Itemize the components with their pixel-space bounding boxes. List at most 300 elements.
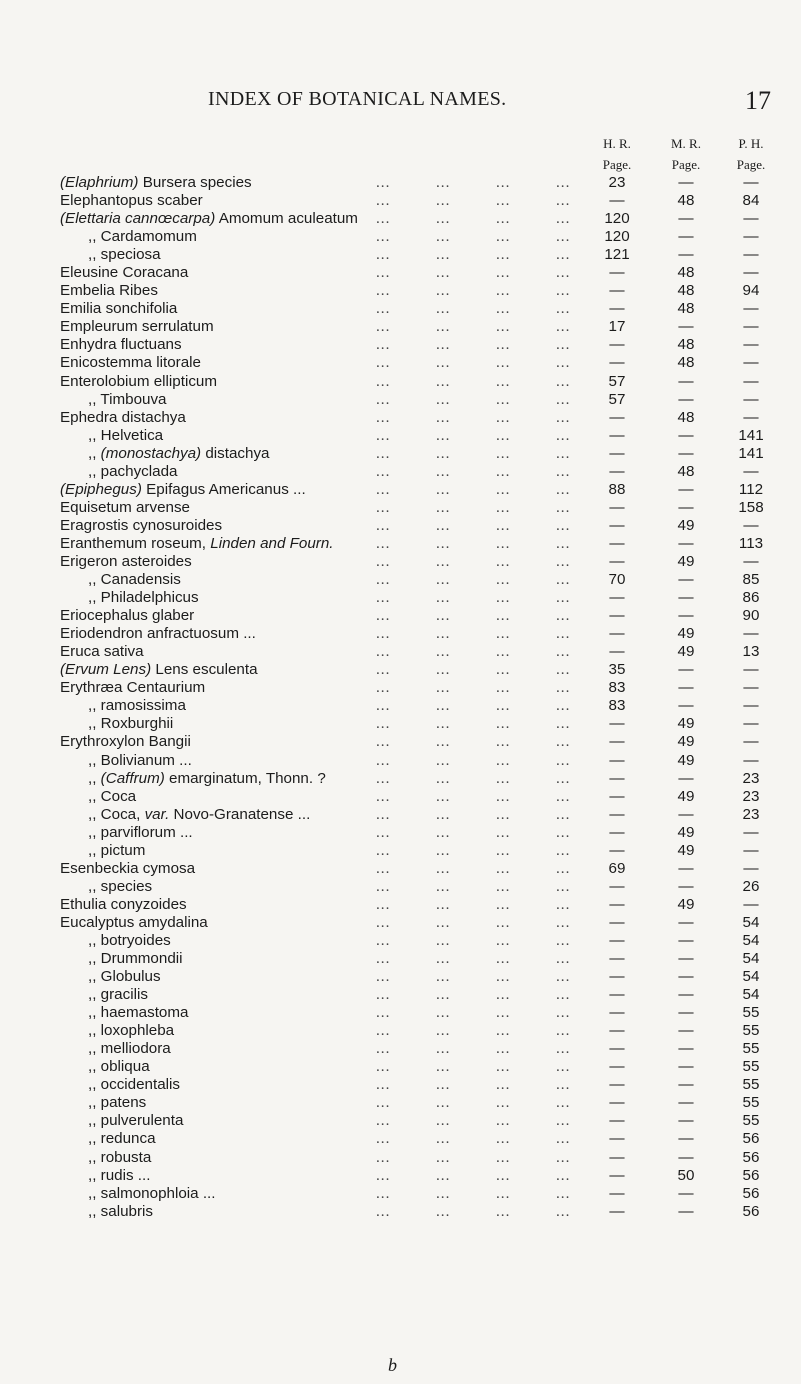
entry-name: Eucalyptus amydalina: [60, 913, 208, 931]
page-ph: 55: [742, 1112, 760, 1130]
index-entry: [0, 1076, 801, 1094]
index-entry: [0, 282, 801, 300]
page-hr: —: [609, 643, 625, 661]
page-mr: —: [678, 498, 694, 516]
page-ph: 54: [742, 950, 760, 968]
page-hr: —: [609, 931, 625, 949]
page-header: [0, 88, 801, 118]
column-headers: [0, 136, 801, 176]
dot-leader: ... ... ... ...: [376, 246, 571, 264]
page-ph: —: [743, 625, 759, 643]
index-entry: [0, 174, 801, 192]
dot-leader: ... ... ... ...: [376, 986, 571, 1004]
page-mr: —: [678, 913, 694, 931]
entry-name: ,, Drummondii: [88, 950, 183, 968]
index-entry: [0, 391, 801, 409]
entry-name-italic: var.: [144, 805, 170, 823]
page-mr: —: [678, 679, 694, 697]
index-entry: [0, 535, 801, 553]
index-entry: [0, 228, 801, 246]
index-entry: [0, 661, 801, 679]
page-hr: —: [609, 1004, 625, 1022]
page-mr: —: [678, 950, 694, 968]
page-hr: —: [609, 1076, 625, 1094]
index-entry: [0, 914, 801, 932]
page-title: INDEX OF BOTANICAL NAMES.: [208, 88, 507, 110]
page-ph: 56: [742, 1130, 760, 1148]
dot-leader: ... ... ... ...: [376, 697, 571, 715]
index-entry: [0, 932, 801, 950]
entry-name: ,, obliqua: [88, 1058, 150, 1076]
entry-name: Elephantopus scaber: [60, 192, 203, 210]
page-ph: —: [743, 174, 759, 191]
page-mr: —: [678, 444, 694, 462]
page-mr: 49: [677, 787, 695, 805]
entry-name: ,, Timbouva: [88, 390, 167, 408]
entry-name: ,, salubris: [88, 1202, 153, 1220]
entry-name-italic: (Elettaria cannœcarpa): [60, 210, 216, 228]
entry-name: Erigeron asteroides: [60, 552, 192, 570]
page-ph: —: [743, 661, 759, 679]
page-ph: —: [743, 336, 759, 354]
page-ph: —: [743, 462, 759, 480]
page-mr: 48: [677, 264, 695, 282]
dot-leader: ... ... ... ...: [376, 787, 571, 805]
page-hr: 69: [608, 859, 626, 877]
dot-leader: ... ... ... ...: [376, 968, 571, 986]
page-hr: —: [609, 895, 625, 913]
page-ph: —: [743, 823, 759, 841]
page-ph: —: [743, 841, 759, 859]
dot-leader: ... ... ... ...: [376, 715, 571, 733]
dot-leader: ... ... ... ...: [376, 859, 571, 877]
dot-leader: ... ... ... ...: [376, 751, 571, 769]
page-hr: —: [609, 715, 625, 733]
page-ph: —: [743, 751, 759, 769]
entry-name-italic: (Caffrum): [100, 769, 165, 787]
page-ph: —: [743, 264, 759, 282]
entry-name: Eruca sativa: [60, 643, 144, 661]
entry-name-prefix: ,,: [88, 444, 101, 462]
index-entry: [0, 752, 801, 770]
index-entry: [0, 1185, 801, 1203]
dot-leader: ... ... ... ...: [376, 607, 571, 625]
index-entry: [0, 878, 801, 896]
entry-name-prefix: ,, Coca,: [88, 805, 145, 823]
page-mr: 49: [677, 733, 695, 751]
index-entry: [0, 986, 801, 1004]
entry-name: Erythroxylon Bangii: [60, 733, 191, 751]
page-mr: 49: [677, 643, 695, 661]
page-hr: —: [609, 192, 625, 210]
entry-name: Equisetum arvense: [60, 498, 191, 516]
dot-leader: ... ... ... ...: [376, 282, 571, 300]
index-entry: [0, 788, 801, 806]
page-hr: —: [609, 408, 625, 426]
dot-leader: ... ... ... ...: [376, 1058, 571, 1076]
entry-name: ,, haemastoma: [88, 1004, 189, 1022]
page-hr: —: [609, 589, 625, 607]
entry-name: ,, pictum: [88, 841, 146, 859]
index-entry: [0, 210, 801, 228]
page-mr: 50: [677, 1166, 695, 1184]
page-mr: —: [678, 859, 694, 877]
index-entry: [0, 1149, 801, 1167]
page-mr: 49: [677, 895, 695, 913]
page-hr: —: [609, 769, 625, 787]
index-entry: [0, 409, 801, 427]
dot-leader: ... ... ... ...: [376, 913, 571, 931]
page-hr: 35: [608, 661, 626, 679]
page-ph: —: [743, 354, 759, 372]
dot-leader: ... ... ... ...: [376, 931, 571, 949]
page-hr: —: [609, 1130, 625, 1148]
page-hr: —: [609, 534, 625, 552]
index-entry: [0, 1203, 801, 1221]
page-ph: —: [743, 552, 759, 570]
page-hr: —: [609, 426, 625, 444]
index-entry: [0, 481, 801, 499]
entry-name: ,, gracilis: [88, 986, 148, 1004]
index-entries: [0, 174, 801, 1221]
page-ph: 90: [742, 607, 760, 625]
page-mr: 48: [677, 300, 695, 318]
dot-leader: ... ... ... ...: [376, 823, 571, 841]
page-mr: 49: [677, 516, 695, 534]
column-header-hr: H. R.: [603, 136, 631, 151]
page-hr: —: [609, 841, 625, 859]
page-mr: —: [678, 1184, 694, 1202]
dot-leader: ... ... ... ...: [376, 589, 571, 607]
entry-name: ,, Globulus: [88, 968, 161, 986]
entry-name: Enterolobium ellipticum: [60, 372, 218, 390]
page-mr: —: [678, 589, 694, 607]
page-mr: —: [678, 1004, 694, 1022]
dot-leader: ... ... ... ...: [376, 1112, 571, 1130]
dot-leader: ... ... ... ...: [376, 733, 571, 751]
page-mr: —: [678, 877, 694, 895]
dot-leader: ... ... ... ...: [376, 1022, 571, 1040]
page-ph: —: [743, 733, 759, 751]
dot-leader: ... ... ... ...: [376, 1094, 571, 1112]
page-hr: —: [609, 444, 625, 462]
entry-name-prefix: Eranthemum roseum,: [60, 534, 211, 552]
dot-leader: ... ... ... ...: [376, 174, 571, 191]
index-entry: [0, 697, 801, 715]
index-entry: [0, 950, 801, 968]
index-entry: [0, 1167, 801, 1185]
column-subheader-mr: Page.: [671, 157, 701, 172]
index-entry: [0, 463, 801, 481]
page-ph: 56: [742, 1166, 760, 1184]
index-entry: [0, 445, 801, 463]
page-ph: —: [743, 679, 759, 697]
page-mr: —: [678, 1022, 694, 1040]
page-hr: —: [609, 1058, 625, 1076]
dot-leader: ... ... ... ...: [376, 661, 571, 679]
entry-name: Eriodendron anfractuosum ...: [60, 625, 256, 643]
entry-name: ,, Coca: [88, 787, 137, 805]
dot-leader: ... ... ... ...: [376, 841, 571, 859]
entry-name: ,, loxophleba: [88, 1022, 175, 1040]
index-entry: [0, 679, 801, 697]
page-ph: 23: [742, 769, 760, 787]
page-hr: —: [609, 1022, 625, 1040]
dot-leader: ... ... ... ...: [376, 805, 571, 823]
page-hr: —: [609, 282, 625, 300]
page-mr: —: [678, 931, 694, 949]
page-ph: 113: [738, 534, 764, 552]
entry-name: Eleusine Coracana: [60, 264, 189, 282]
page-ph: —: [743, 390, 759, 408]
page-ph: —: [743, 859, 759, 877]
index-entry: [0, 571, 801, 589]
page-hr: —: [609, 462, 625, 480]
page-mr: 48: [677, 192, 695, 210]
page-ph: 112: [738, 480, 764, 498]
page-ph: —: [743, 715, 759, 733]
page-ph: —: [743, 895, 759, 913]
dot-leader: ... ... ... ...: [376, 318, 571, 336]
index-entry: [0, 300, 801, 318]
dot-leader: ... ... ... ...: [376, 1130, 571, 1148]
page-hr: —: [609, 751, 625, 769]
page-mr: 49: [677, 823, 695, 841]
index-entry: [0, 625, 801, 643]
page-ph: 54: [742, 968, 760, 986]
entry-name: ,, ramosissima: [88, 697, 186, 715]
page-hr: —: [609, 264, 625, 282]
page-ph: 54: [742, 913, 760, 931]
index-entry: [0, 607, 801, 625]
index-entry: [0, 715, 801, 733]
dot-leader: ... ... ... ...: [376, 516, 571, 534]
dot-leader: ... ... ... ...: [376, 210, 571, 228]
entry-name: ,, Bolivianum ...: [88, 751, 192, 769]
entry-name-rest: Amomum aculeatum: [215, 210, 358, 228]
page-hr: —: [609, 1040, 625, 1058]
page-hr: —: [609, 1184, 625, 1202]
entry-name: ,, patens: [88, 1094, 147, 1112]
page-hr: 57: [608, 372, 626, 390]
dot-leader: ... ... ... ...: [376, 1076, 571, 1094]
page-hr: —: [609, 516, 625, 534]
entry-name-rest: Bursera species: [138, 174, 252, 191]
page-mr: —: [678, 1094, 694, 1112]
page-ph: 55: [742, 1076, 760, 1094]
page-hr: —: [609, 1112, 625, 1130]
entry-name: Eriocephalus glaber: [60, 607, 195, 625]
dot-leader: ... ... ... ...: [376, 1040, 571, 1058]
page-hr: —: [609, 336, 625, 354]
page-mr: 49: [677, 552, 695, 570]
entry-name: ,, parviflorum ...: [88, 823, 193, 841]
page-mr: —: [678, 968, 694, 986]
page-mr: 48: [677, 408, 695, 426]
page-hr: —: [609, 1094, 625, 1112]
page-hr: —: [609, 877, 625, 895]
entry-name: Eragrostis cynosuroides: [60, 516, 223, 534]
dot-leader: ... ... ... ...: [376, 643, 571, 661]
page-mr: —: [678, 607, 694, 625]
index-entry: [0, 1004, 801, 1022]
page-mr: —: [678, 426, 694, 444]
column-header-mr: M. R.: [671, 136, 701, 151]
page-ph: —: [743, 246, 759, 264]
dot-leader: ... ... ... ...: [376, 480, 571, 498]
index-entry: [0, 589, 801, 607]
page-mr: —: [678, 1076, 694, 1094]
entry-name: ,, botryoides: [88, 931, 171, 949]
page-hr: 120: [604, 210, 630, 228]
entry-name-italic: (Elaphrium): [60, 174, 139, 191]
column-header-ph: P. H.: [738, 136, 764, 151]
entry-name-italic: (Epiphegus): [60, 480, 142, 498]
dot-leader: ... ... ... ...: [376, 1184, 571, 1202]
entry-name: Emilia sonchifolia: [60, 300, 178, 318]
index-entry: [0, 499, 801, 517]
page-mr: 48: [677, 282, 695, 300]
column-subheader-hr: Page.: [602, 157, 632, 172]
entry-name-rest: Lens esculenta: [151, 661, 258, 679]
entry-name: ,, species: [88, 877, 153, 895]
index-entry: [0, 842, 801, 860]
page-hr: 83: [608, 697, 626, 715]
index-entry: [0, 1130, 801, 1148]
page-hr: —: [609, 733, 625, 751]
page-ph: 54: [742, 986, 760, 1004]
index-entry: [0, 553, 801, 571]
dot-leader: ... ... ... ...: [376, 679, 571, 697]
index-entry: [0, 733, 801, 751]
page-ph: 56: [742, 1202, 760, 1220]
dot-leader: ... ... ... ...: [376, 462, 571, 480]
dot-leader: ... ... ... ...: [376, 877, 571, 895]
page-mr: —: [678, 210, 694, 228]
entry-name: ,, melliodora: [88, 1040, 171, 1058]
dot-leader: ... ... ... ...: [376, 625, 571, 643]
index-entry: [0, 373, 801, 391]
entry-name: Enhydra fluctuans: [60, 336, 182, 354]
page-hr: 57: [608, 390, 626, 408]
entry-name-italic: Linden and Fourn.: [210, 534, 334, 552]
dot-leader: ... ... ... ...: [376, 390, 571, 408]
dot-leader: ... ... ... ...: [376, 372, 571, 390]
page-ph: 55: [742, 1040, 760, 1058]
index-entry: [0, 643, 801, 661]
entry-name: ,, Canadensis: [88, 571, 181, 589]
page-hr: 121: [604, 246, 630, 264]
page-ph: —: [743, 408, 759, 426]
entry-name: ,, pachyclada: [88, 462, 178, 480]
dot-leader: ... ... ... ...: [376, 1004, 571, 1022]
index-entry: [0, 246, 801, 264]
page-ph: 55: [742, 1094, 760, 1112]
page-ph: 55: [742, 1022, 760, 1040]
dot-leader: ... ... ... ...: [376, 571, 571, 589]
page-hr: —: [609, 823, 625, 841]
entry-name-rest: Epifagus Americanus ...: [141, 480, 306, 498]
dot-leader: ... ... ... ...: [376, 336, 571, 354]
page-ph: 54: [742, 931, 760, 949]
page-hr: —: [609, 787, 625, 805]
page-ph: —: [743, 697, 759, 715]
entry-name-prefix: ,,: [88, 769, 101, 787]
dot-leader: ... ... ... ...: [376, 354, 571, 372]
dot-leader: ... ... ... ...: [376, 552, 571, 570]
page-ph: 23: [742, 787, 760, 805]
entry-name: Erythræa Centaurium: [60, 679, 206, 697]
page-ph: 23: [742, 805, 760, 823]
page-mr: —: [678, 1040, 694, 1058]
dot-leader: ... ... ... ...: [376, 498, 571, 516]
page-hr: —: [609, 498, 625, 516]
page-hr: 120: [604, 228, 630, 246]
entry-name: ,, robusta: [88, 1148, 152, 1166]
page-ph: —: [743, 318, 759, 336]
page-mr: —: [678, 1202, 694, 1220]
entry-name: Ethulia conyzoides: [60, 895, 187, 913]
page-hr: —: [609, 1148, 625, 1166]
page-ph: —: [743, 516, 759, 534]
entry-name-italic: (Ervum Lens): [60, 661, 152, 679]
page-ph: 55: [742, 1058, 760, 1076]
index-entry: [0, 806, 801, 824]
index-entry: [0, 336, 801, 354]
page-ph: 26: [742, 877, 760, 895]
page-mr: 48: [677, 336, 695, 354]
index-entry: [0, 318, 801, 336]
entry-name: Enicostemma litorale: [60, 354, 201, 372]
index-entry: [0, 517, 801, 535]
page-hr: 17: [608, 318, 626, 336]
index-entry: [0, 427, 801, 445]
index-entry: [0, 1022, 801, 1040]
column-subheader-ph: Page.: [736, 157, 766, 172]
entry-name: ,, speciosa: [88, 246, 161, 264]
page-ph: 86: [742, 589, 760, 607]
page-mr: —: [678, 805, 694, 823]
index-entry: [0, 896, 801, 914]
page-hr: 70: [608, 571, 626, 589]
page-ph: 56: [742, 1148, 760, 1166]
dot-leader: ... ... ... ...: [376, 444, 571, 462]
page-hr: —: [609, 607, 625, 625]
page-mr: —: [678, 571, 694, 589]
page-mr: —: [678, 1058, 694, 1076]
dot-leader: ... ... ... ...: [376, 1202, 571, 1220]
dot-leader: ... ... ... ...: [376, 534, 571, 552]
page-mr: —: [678, 697, 694, 715]
page-ph: 141: [738, 444, 764, 462]
index-entry: [0, 824, 801, 842]
index-entry: [0, 1040, 801, 1058]
dot-leader: ... ... ... ...: [376, 426, 571, 444]
page-mr: 48: [677, 462, 695, 480]
dot-leader: ... ... ... ...: [376, 895, 571, 913]
dot-leader: ... ... ... ...: [376, 264, 571, 282]
entry-name: Esenbeckia cymosa: [60, 859, 196, 877]
dot-leader: ... ... ... ...: [376, 408, 571, 426]
entry-name: Embelia Ribes: [60, 282, 158, 300]
page-mr: 48: [677, 354, 695, 372]
dot-leader: ... ... ... ...: [376, 192, 571, 210]
index-entry: [0, 1094, 801, 1112]
page-mr: —: [678, 1112, 694, 1130]
entry-name: ,, redunca: [88, 1130, 156, 1148]
page-hr: —: [609, 913, 625, 931]
page-mr: —: [678, 390, 694, 408]
